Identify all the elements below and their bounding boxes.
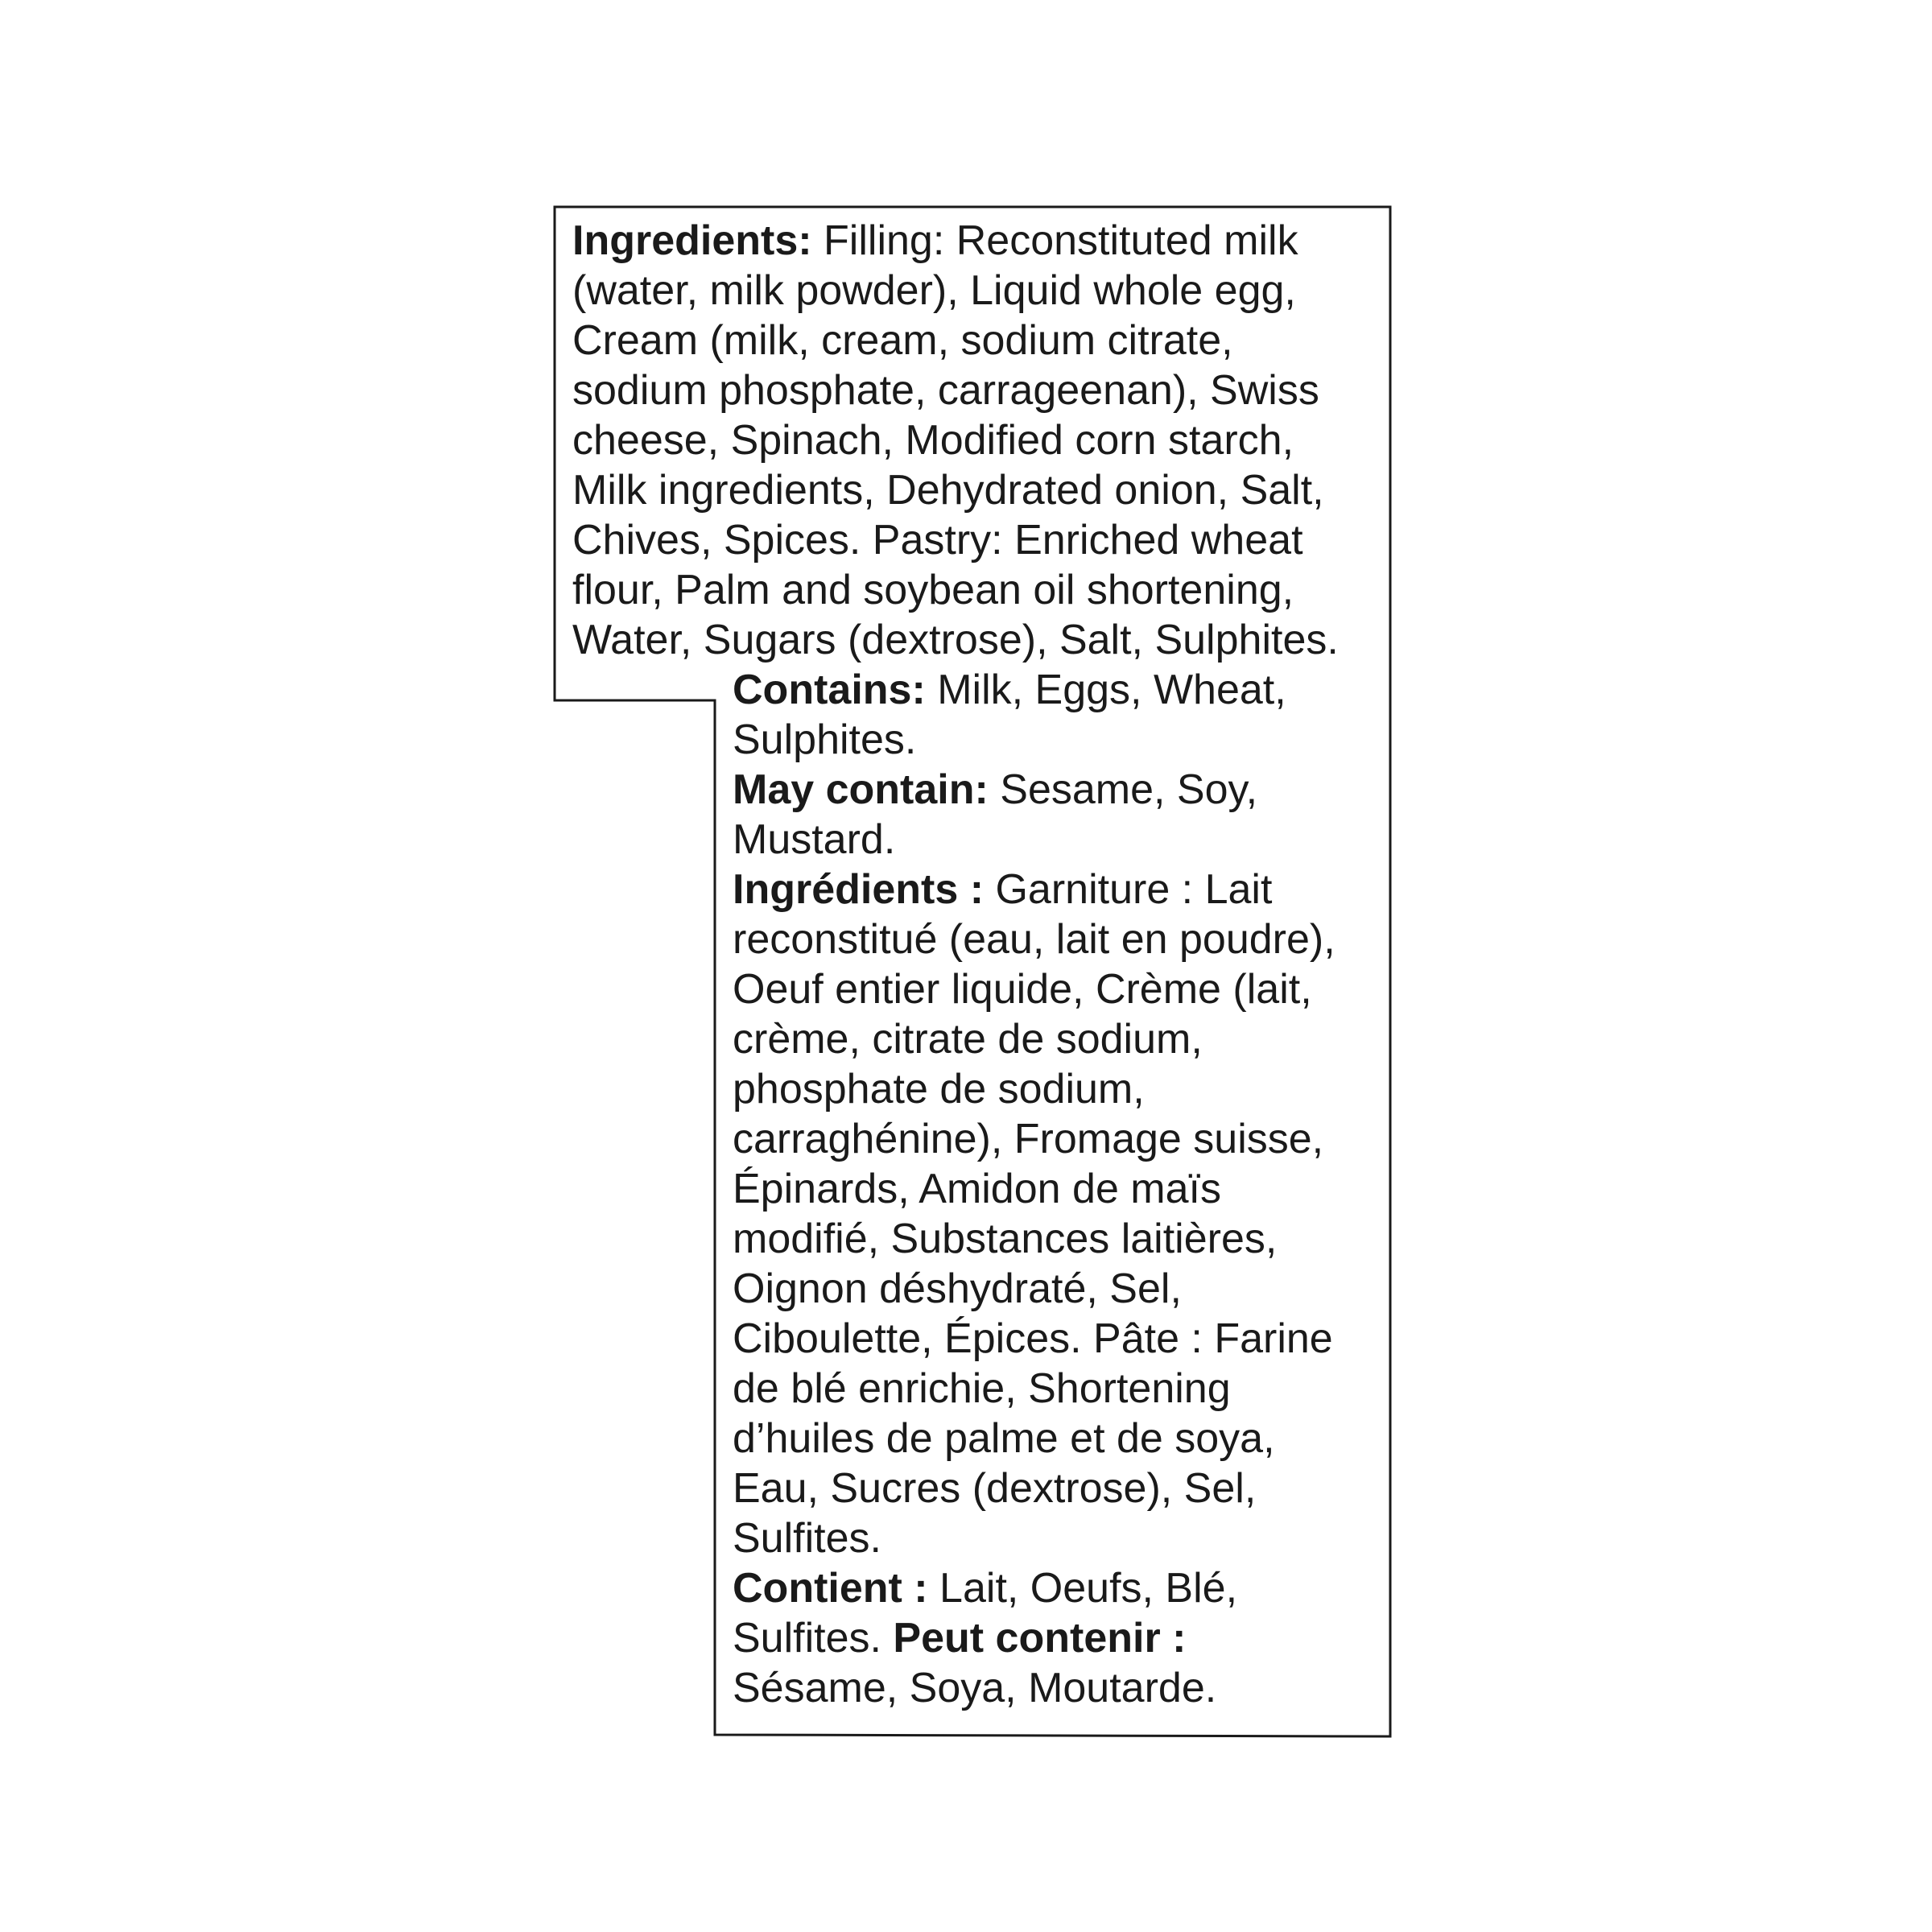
label-line: Chives, Spices. Pastry: Enriched wheat	[572, 517, 1303, 564]
label-line: Sésame, Soya, Moutarde.	[733, 1665, 1217, 1711]
french-ingredients-line: Ingrédients : Garniture : Lait	[733, 866, 1273, 913]
label-line: Cream (milk, cream, sodium citrate,	[572, 317, 1233, 364]
label-line: (water, milk powder), Liquid whole egg,	[572, 267, 1296, 314]
label-line: crème, citrate de sodium,	[733, 1016, 1203, 1063]
label-line: Épinards, Amidon de maïs	[733, 1166, 1221, 1212]
label-line: Mustard.	[733, 816, 896, 863]
label-line: reconstitué (eau, lait en poudre),	[733, 916, 1335, 963]
label-line: carraghénine), Fromage suisse,	[733, 1116, 1324, 1162]
label-line: Eau, Sucres (dextrose), Sel,	[733, 1465, 1257, 1512]
contains-line: Contains: Milk, Eggs, Wheat,	[733, 667, 1286, 713]
label-line: de blé enrichie, Shortening	[733, 1365, 1231, 1412]
label-line: Ciboulette, Épices. Pâte : Farine	[733, 1315, 1333, 1362]
label-line: Oeuf entier liquide, Crème (lait,	[733, 966, 1312, 1013]
contient-line: Contient : Lait, Oeufs, Blé,	[733, 1565, 1238, 1612]
label-line: phosphate de sodium,	[733, 1066, 1145, 1113]
label-line: Milk ingredients, Dehydrated onion, Salt,	[572, 467, 1324, 514]
label-line: Water, Sugars (dextrose), Salt, Sulphites.	[572, 617, 1339, 663]
label-line: cheese, Spinach, Modified corn starch,	[572, 417, 1294, 464]
may-contain-line: May contain: Sesame, Soy,	[733, 766, 1258, 813]
peut-contenir-line: Sulfites. Peut contenir :	[733, 1615, 1187, 1662]
label-line: Sulfites.	[733, 1515, 881, 1562]
label-line: modifié, Substances laitières,	[733, 1216, 1278, 1262]
label-line: sodium phosphate, carrageenan), Swiss	[572, 367, 1319, 414]
label-line: Sulphites.	[733, 716, 917, 763]
label-line: Ingredients: Filling: Reconstituted milk	[572, 217, 1298, 264]
label-line: Oignon déshydraté, Sel,	[733, 1265, 1182, 1312]
label-line: flour, Palm and soybean oil shortening,	[572, 567, 1294, 613]
label-line: d’huiles de palme et de soya,	[733, 1415, 1275, 1462]
